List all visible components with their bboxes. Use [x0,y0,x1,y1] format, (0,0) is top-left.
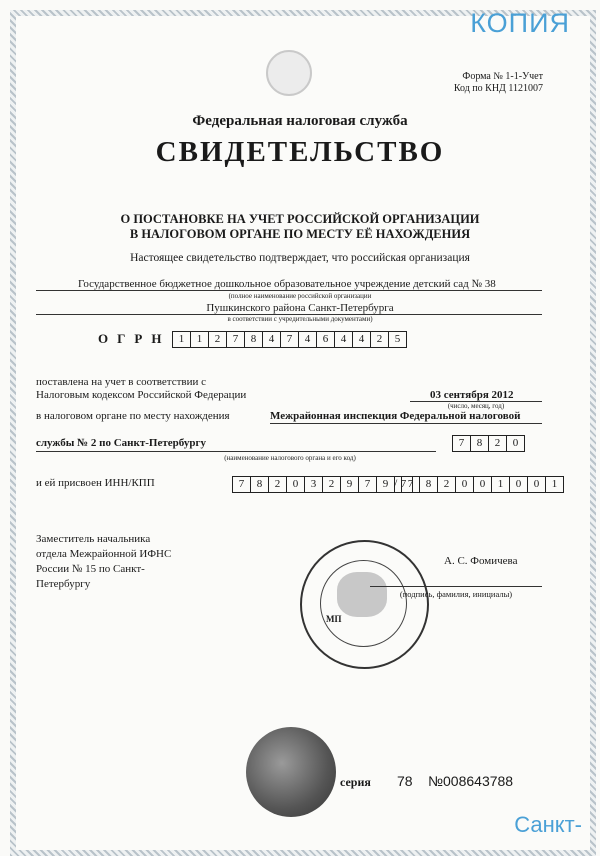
ogrn-digit: 8 [244,331,263,348]
document-title: СВИДЕТЕЛЬСТВО [155,136,445,168]
divider [36,451,436,452]
agency-name: Федеральная налоговая служба [192,113,408,129]
registration-date: 03 сентября 2012 [430,389,514,401]
ogrn-digit: 4 [298,331,317,348]
inn-digit: 7 [358,476,377,493]
tax-office-name2: службы № 2 по Санкт-Петербургу [36,437,206,449]
signature-caption: (подпись, фамилия, инициалы) [399,589,513,599]
kpp-digits [401,476,563,493]
tax-office-label: в налоговом органе по месту нахождения [36,410,230,422]
registered-line1: поставлена на учет в соответствии с [36,376,207,388]
org-name-line1: Государственное бюджетное дошкольное образовательное учреждение детский сад № 38 [78,278,496,290]
inn-digit: 7 [232,476,251,493]
code-digit: 8 [470,435,489,452]
inn-digit: 7 [394,476,413,493]
kpp-digit: 0 [455,476,474,493]
tax-office-code [452,435,524,452]
ogrn-digit: 1 [172,331,191,348]
ogrn-digit: 7 [280,331,299,348]
kpp-digit: 0 [509,476,528,493]
inn-digit: 0 [286,476,305,493]
series-number: №008643788 [428,773,514,789]
kpp-digit: 1 [491,476,510,493]
hologram-icon [246,727,336,817]
code-digit: 2 [488,435,507,452]
registered-line2: Налоговым кодексом Российской Федерации [36,389,247,401]
date-caption: (число, месяц, год) [447,402,505,410]
ogrn-digit: 4 [334,331,353,348]
signer-name: А. С. Фомичева [444,555,518,567]
knd-code: Код по КНД 1121007 [453,83,543,94]
ogrn-digit: 2 [208,331,227,348]
inn-label: и ей присвоен ИНН/КПП [36,477,155,489]
ogrn-digit: 1 [190,331,209,348]
signer-title [36,532,171,592]
inn-digits [232,476,412,493]
seal-mp-label: МП [326,614,342,624]
inn-digit: 2 [268,476,287,493]
org-caption1: (полное наименование российской организации [228,292,372,300]
divider [36,290,542,291]
ogrn-digit: 4 [352,331,371,348]
copy-stamp: КОПИЯ [470,8,570,38]
kpp-digit: 0 [527,476,546,493]
emblem-icon [266,50,312,96]
ogrn-digit: 6 [316,331,335,348]
kpp-digit: 1 [545,476,564,493]
subtitle [0,212,600,242]
tax-office-name1: Межрайонная инспекция Федеральной налоговой [270,410,521,422]
inn-digit: 9 [376,476,395,493]
code-digit: 0 [506,435,525,452]
kpp-digit: 8 [419,476,438,493]
ogrn-digit: 5 [388,331,407,348]
kpp-digit: 2 [437,476,456,493]
tax-office-caption: (наименование налогового органа и его код) [224,454,356,462]
divider [370,586,542,587]
series-label: серия [340,775,371,789]
inn-digit: 9 [340,476,359,493]
org-caption2: в соответствии с учредительными документами) [227,315,373,323]
subtitle-line: О ПОСТАНОВКЕ НА УЧЕТ РОССИЙСКОЙ ОРГАНИЗАЦИИ [120,212,480,226]
series-code: 78 [397,773,413,789]
code-digit: 7 [452,435,471,452]
subtitle-line: В НАЛОГОВОМ ОРГАНЕ ПО МЕСТУ ЕЁ НАХОЖДЕНИЯ [129,227,471,241]
inn-kpp-separator: / [394,476,398,490]
signer-line: Петербургу [36,578,91,590]
ogrn-digit: 7 [226,331,245,348]
city-stamp: Санкт- [514,812,582,837]
inn-digit: 3 [304,476,323,493]
signer-line: Заместитель начальника [36,533,151,545]
signer-line: отдела Межрайонной ИФНС [36,548,172,560]
ogrn-digit: 2 [370,331,389,348]
ogrn-digits [172,331,406,348]
divider [270,423,542,424]
signer-line: России № 15 по Санкт- [36,563,145,575]
confirm-text: Настоящее свидетельство подтверждает, что российская организация [130,252,470,264]
form-number: Форма № 1-1-Учет [462,71,543,82]
inn-digit: 8 [250,476,269,493]
official-seal [300,540,429,669]
org-name-line2: Пушкинского района Санкт-Петербурга [206,302,394,314]
inn-digit: 2 [322,476,341,493]
ogrn-label: ОГРН [98,331,171,346]
kpp-digit: 0 [473,476,492,493]
ogrn-digit: 4 [262,331,281,348]
kpp-digit: 7 [401,476,420,493]
